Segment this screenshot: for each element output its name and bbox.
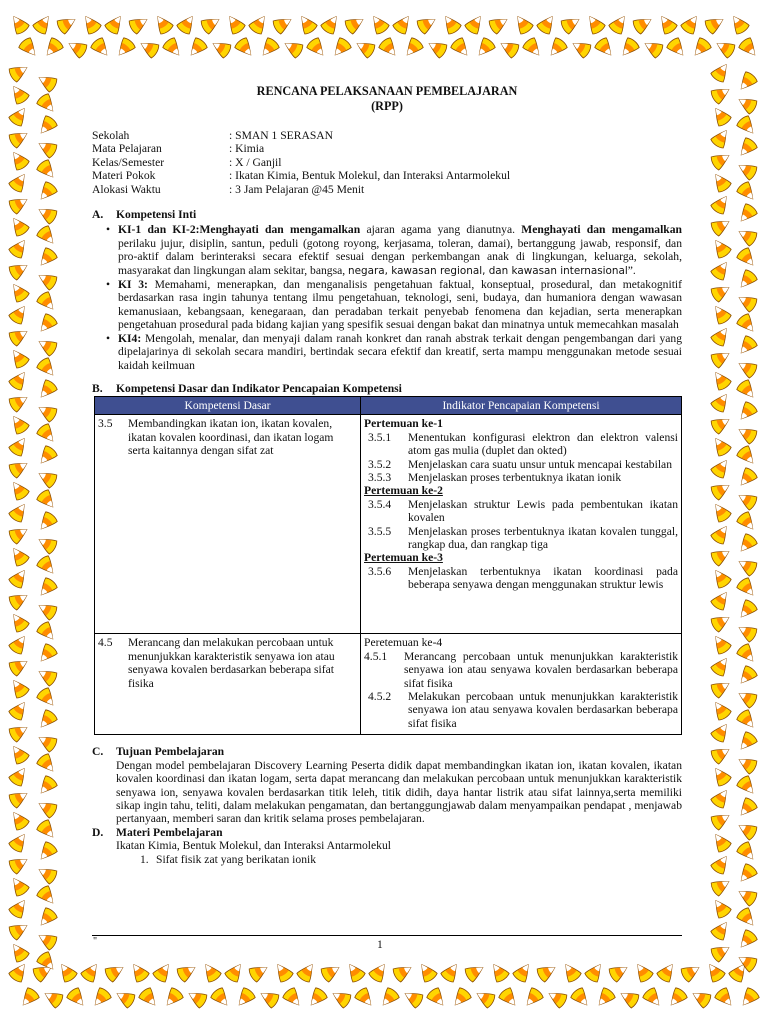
candy-corn-icon (592, 35, 619, 62)
candy-corn-icon (222, 11, 248, 38)
candy-corn-icon (544, 985, 570, 1011)
candy-corn-icon (270, 11, 296, 37)
materi-text: Ikatan Kimia, Bentuk Molekul, dan Interaksi Antarmolekul (116, 839, 391, 853)
candy-corn-icon (640, 35, 666, 61)
indicator-item: 3.5.2 Menjelaskan cara suatu unsur untuk mencapai kestabilan (368, 457, 672, 471)
candy-corn-icon (734, 201, 761, 228)
identity-block (92, 129, 682, 196)
candy-corn-icon (222, 959, 248, 986)
identity-row: Materi Pokok : Ikatan Kimia, Bentuk Molekul, dan Interaksi Antarmolekul (92, 169, 511, 183)
candy-corn-icon (376, 985, 403, 1012)
candy-corn-icon (630, 959, 656, 986)
candy-corn-icon (16, 985, 43, 1012)
candy-corn-icon (34, 575, 61, 602)
candy-corn-icon (6, 829, 32, 856)
candy-corn-icon (126, 11, 152, 37)
candy-corn-icon (712, 35, 738, 61)
candy-corn-icon (582, 11, 608, 38)
candy-corn-icon (438, 11, 464, 38)
candy-corn-icon (688, 35, 715, 62)
candy-corn-icon (712, 985, 739, 1012)
candy-corn-icon (486, 959, 512, 986)
candy-corn-icon (424, 985, 451, 1012)
candy-corn-icon (496, 985, 523, 1012)
candy-corn-icon (34, 443, 61, 470)
candy-corn-icon (34, 311, 61, 338)
section-b-heading: B. Kompetensi Dasar dan Indikator Pencapaian Kompetensi (92, 381, 402, 395)
candy-corn-icon (160, 985, 187, 1012)
candy-corn-icon (136, 985, 163, 1012)
kd-cell: 4.5 Merancang dan melakukan percobaan untuk menunjukkan karakteristik senyawa ion atau senyawa kovalen berdasarkan beberapa sifat fisika (95, 634, 361, 735)
candy-corn-icon (726, 11, 752, 38)
candy-corn-icon (510, 959, 536, 986)
candy-corn-icon (534, 959, 560, 985)
candy-corn-icon (734, 531, 761, 558)
candy-corn-icon (534, 11, 560, 38)
candy-corn-icon (198, 11, 224, 37)
candy-corn-icon (734, 333, 761, 360)
candy-corn-icon (472, 35, 499, 62)
candy-corn-icon (6, 697, 32, 724)
candy-corn-icon (342, 959, 368, 986)
candy-corn-icon (256, 985, 282, 1011)
candy-corn-icon (544, 35, 571, 62)
meeting-label: Peretemuan ke-4 (364, 636, 443, 650)
candy-corn-icon (6, 631, 32, 658)
candy-corn-icon (366, 959, 392, 986)
indicator-cell (361, 415, 682, 634)
candy-corn-icon (6, 895, 32, 922)
candy-corn-icon (102, 11, 128, 38)
candy-corn-icon (390, 959, 416, 985)
table-row (95, 634, 682, 735)
candy-corn-icon (510, 11, 536, 38)
candy-corn-icon (78, 11, 104, 38)
table-row (95, 415, 682, 634)
meeting-label: Pertemuan ke-3 (364, 551, 443, 565)
list-item: 1. Sifat fisik zat yang berikatan ionik (140, 852, 317, 866)
candy-corn-icon (6, 11, 32, 38)
candy-corn-icon (708, 587, 734, 614)
candy-corn-icon (616, 35, 643, 62)
candy-corn-icon (448, 985, 475, 1012)
candy-corn-icon (184, 985, 210, 1011)
candy-corn-icon (400, 35, 427, 62)
candy-corn-icon (280, 985, 307, 1012)
candy-corn-icon (734, 465, 761, 492)
candy-corn-icon (606, 11, 632, 38)
candy-corn-icon (318, 11, 344, 38)
indicator-cell (361, 634, 682, 735)
candy-corn-icon (112, 985, 138, 1011)
candy-corn-icon (208, 985, 235, 1012)
candy-corn-icon (34, 509, 61, 536)
candy-corn-icon (88, 35, 115, 62)
candy-corn-icon (448, 35, 475, 62)
table-header-row (95, 397, 682, 415)
candy-corn-icon (342, 11, 368, 37)
candy-corn-icon (708, 719, 734, 746)
list-item: • KI 3: Memahami, menerapkan, dan menganalisis pengetahuan faktual, konseptual, prosedural, dan metakognitif berdasarkan rasa ingin tahunya tentang ilmu pengetahuan, teknologi, seni, budaya, dan humaniora dengan wawasan kemanusiaan, kebangsaan, kenegaraan, dan peradaban terkait penyebab fenomena dan kejadian, serta menerapkan pengetahuan prosedural pada bidang kajian yang spesifik sesuai dengan bakat dan minatnya untuk memecahkan masalah (92, 278, 682, 332)
candy-corn-icon (568, 985, 595, 1012)
footer-divider (92, 935, 682, 936)
candy-corn-icon (734, 597, 761, 624)
candy-corn-icon (6, 499, 32, 526)
candy-corn-icon (462, 11, 488, 38)
document-title: RENCANA PELAKSANAAN PEMBELAJARAN (RPP) (256, 84, 518, 113)
candy-corn-icon (708, 59, 734, 86)
candy-corn-icon (708, 257, 734, 284)
candy-corn-icon (30, 11, 56, 38)
candy-corn-icon (734, 663, 761, 690)
identity-row: Sekolah : SMAN 1 SERASAN (92, 129, 334, 142)
candy-corn-icon (708, 653, 734, 680)
candy-corn-icon (34, 245, 61, 272)
candy-corn-icon (678, 959, 704, 985)
candy-corn-icon (424, 35, 450, 61)
candy-corn-icon (708, 917, 734, 944)
candy-corn-icon (390, 11, 416, 38)
candy-corn-icon (102, 959, 128, 985)
candy-corn-icon (6, 565, 32, 592)
candy-corn-icon (328, 35, 355, 62)
document-page (92, 84, 682, 866)
candy-corn-icon (16, 35, 43, 62)
candy-corn-icon (34, 707, 61, 734)
candy-corn-icon (6, 301, 32, 328)
candy-corn-icon (734, 69, 761, 96)
candy-corn-icon (34, 377, 61, 404)
candy-corn-icon (34, 641, 61, 668)
candy-corn-icon (734, 861, 761, 888)
candy-corn-icon (184, 35, 211, 62)
candy-corn-icon (246, 959, 272, 985)
identity-row: Mata Pelajaran : Kimia (92, 142, 265, 156)
candy-corn-icon (462, 959, 488, 985)
candy-corn-icon (294, 959, 320, 986)
candy-corn-icon (688, 985, 714, 1011)
identity-row: Kelas/Semester : X / Ganjil (92, 155, 282, 169)
indicator-item: 3.5.6 Menjelaskan terbentuknya ikatan koordinasi pada beberapa senyawa dengan menggunakan struktur lewis (368, 564, 678, 592)
candy-corn-icon (708, 851, 734, 878)
candy-corn-icon (198, 959, 224, 986)
meeting-label: Pertemuan ke-2 (364, 484, 443, 498)
candy-corn-icon (616, 985, 642, 1011)
bullet-icon: • (106, 278, 111, 292)
candy-corn-icon (678, 11, 704, 38)
section-d-heading: D. Materi Pembelajaran (92, 825, 223, 839)
candy-corn-icon (582, 959, 608, 986)
candy-corn-icon (708, 785, 734, 812)
meeting-label: Pertemuan ke-1 (364, 417, 443, 431)
bullet-icon: • (106, 331, 111, 345)
candy-corn-icon (6, 433, 32, 460)
candy-corn-icon (150, 11, 176, 38)
indicator-item: 4.5.2 Melakukan percobaan untuk menunjukkan karakteristik senyawa ion atau senyawa kovalen berdasarkan beberapa sifat fisika (368, 689, 678, 730)
candy-corn-icon (40, 35, 67, 62)
column-header: Indikator Pencapaian Kompetensi (361, 397, 682, 415)
list-item: • KI4: Mengolah, menalar, dan menyaji dalam ranah konkret dan ranah abstrak terkait dengan pengembangan dari yang dipelajarinya di sekolah secara mandiri, bertindak secara efektif dan kreatif, serta mampu menggunakan metode sesuai kaidah keilmuan (92, 332, 682, 372)
candy-corn-icon (664, 35, 691, 62)
candy-corn-icon (34, 773, 61, 800)
candy-corn-icon (414, 959, 440, 986)
candy-corn-icon (208, 35, 234, 61)
candy-corn-icon (708, 191, 734, 218)
candy-corn-icon (734, 399, 761, 426)
kd-table (94, 396, 682, 735)
candy-corn-icon (78, 959, 104, 986)
candy-corn-icon (256, 35, 283, 62)
candy-corn-icon (736, 985, 763, 1012)
candy-corn-icon (708, 125, 734, 152)
candy-corn-icon (472, 985, 498, 1011)
candy-corn-icon (352, 985, 379, 1012)
candy-corn-icon (34, 905, 61, 932)
bullet-icon: • (106, 223, 111, 237)
candy-corn-icon (734, 795, 761, 822)
candy-corn-icon (592, 985, 619, 1012)
candy-corn-icon (486, 11, 512, 37)
candy-corn-icon (34, 839, 61, 866)
candy-corn-icon (414, 11, 440, 37)
candy-corn-icon (558, 11, 584, 37)
candy-corn-icon (664, 985, 691, 1012)
candy-corn-icon (558, 959, 584, 986)
candy-corn-icon (280, 35, 306, 61)
candy-corn-icon (112, 35, 139, 62)
candy-corn-icon (352, 35, 378, 61)
candy-corn-icon (54, 11, 80, 37)
list-item: • KI-1 dan KI-2:Menghayati dan mengamalkan ajaran agama yang dianutnya. Menghayati dan mengamalkan perilaku jujur, disiplin, santun, peduli (gotong royong, kerjasama, toleran, damai), bertanggung jawab, responsif, dan pro-aktif dalam berinteraksi secara efektif sesuai dengan perkembangan anak di lingkungan, keluarga, sekolah, masyarakat dan lingkungan alam sekitar, bangsa, negara, kawasan regional, dan kawasan internasional”. (92, 223, 682, 278)
candy-corn-icon (736, 35, 763, 62)
indicator-item: 3.5.4 Menjelaskan struktur Lewis pada pembentukan ikatan kovalen (368, 497, 678, 525)
candy-corn-icon (126, 959, 152, 986)
candy-corn-icon (304, 35, 331, 62)
candy-corn-icon (6, 367, 32, 394)
candy-corn-icon (160, 35, 187, 62)
candy-corn-icon (630, 11, 656, 37)
candy-corn-icon (734, 729, 761, 756)
candy-corn-icon (708, 521, 734, 548)
candy-corn-icon (702, 11, 728, 37)
candy-corn-icon (734, 135, 761, 162)
candy-corn-icon (708, 389, 734, 416)
candy-corn-icon (654, 11, 680, 38)
candy-corn-icon (6, 939, 32, 966)
indicator-item: 3.5.1 Menentukan konfigurasi elektron dan elektron valensi atom gas mulia (duplet dan okted) (368, 430, 678, 458)
candy-corn-icon (708, 455, 734, 482)
candy-corn-icon (734, 267, 761, 294)
indicator-item: 3.5.3 Menjelaskan proses terbentuknya ikatan ionik (368, 470, 622, 484)
candy-corn-icon (496, 35, 522, 61)
column-header: Kompetensi Dasar (95, 397, 361, 415)
candy-corn-icon (6, 169, 32, 196)
candy-corn-icon (34, 179, 61, 206)
section-c-heading: C. Tujuan Pembelajaran (92, 745, 225, 759)
candy-corn-icon (606, 959, 632, 985)
candy-corn-icon (520, 985, 547, 1012)
candy-corn-icon (294, 11, 320, 38)
candy-corn-icon (6, 763, 32, 790)
candy-corn-icon (328, 985, 354, 1011)
candy-corn-icon (304, 985, 331, 1012)
footer-mark: " (93, 936, 98, 947)
candy-corn-icon (232, 35, 259, 62)
tujuan-paragraph: Dengan model pembelajaran Discovery Learning Peserta didik dapat membandingkan ikatan ion, ikatan kovalen, ikatan kovalen koordinasi dan ikatan logam, serta dapat merancang dan melakukan percobaan untuk menunjukkan karakteristik senyawa ion, senyawa kovalen berdasarkan titik leleh, titik didih, daya hantar listrik atau sifat lainnya,serta memiliki sikap ingin tahu, teliti, dalam melakukan pengamatan, dan bertanggungjawab dalam menyampaikan pendapat , menjawab pertanyaan, memberi saran dan kritik selama proses pembelajaran. (116, 758, 682, 826)
candy-corn-icon (376, 35, 403, 62)
candy-corn-icon (400, 985, 426, 1011)
candy-corn-icon (136, 35, 162, 61)
indicator-item: 4.5.1 Merancang percobaan untuk menunjukkan karakteristik senyawa ion atau senyawa kovalen berdasarkan beberapa sifat fisika (364, 649, 678, 690)
identity-row: Alokasi Waktu : 3 Jam Pelajaran @45 Menit (92, 182, 365, 196)
candy-corn-icon (40, 985, 66, 1011)
candy-corn-icon (232, 985, 259, 1012)
candy-corn-icon (708, 323, 734, 350)
candy-corn-icon (6, 235, 32, 262)
candy-corn-icon (318, 959, 344, 985)
candy-corn-icon (6, 103, 32, 130)
page-number: 1 (377, 938, 383, 951)
candy-corn-icon (520, 35, 547, 62)
candy-corn-icon (88, 985, 115, 1012)
candy-corn-icon (640, 985, 667, 1012)
section-a-heading: A. Kompetensi Inti (92, 208, 197, 222)
candy-corn-icon (64, 985, 91, 1012)
candy-corn-icon (246, 11, 272, 38)
candy-corn-icon (734, 927, 761, 954)
candy-corn-icon (654, 959, 680, 986)
kompetensi-inti-list (92, 223, 682, 371)
candy-corn-icon (568, 35, 594, 61)
candy-corn-icon (438, 959, 464, 986)
indicator-item: 3.5.5 Menjelaskan proses terbentuknya ikatan kovalen tunggal, rangkap dua, dan rangkap tiga (368, 524, 678, 551)
candy-corn-icon (64, 35, 90, 61)
candy-corn-icon (150, 959, 176, 986)
kd-cell: 3.5 Membandingkan ikatan ion, ikatan kovalen, ikatan kovalen koordinasi, dan ikatan logam serta kaitannya dengan sifat zat (95, 415, 361, 634)
candy-corn-icon (366, 11, 392, 38)
candy-corn-icon (174, 959, 200, 985)
candy-corn-icon (270, 959, 296, 986)
candy-corn-icon (174, 11, 200, 38)
candy-corn-icon (34, 113, 61, 140)
